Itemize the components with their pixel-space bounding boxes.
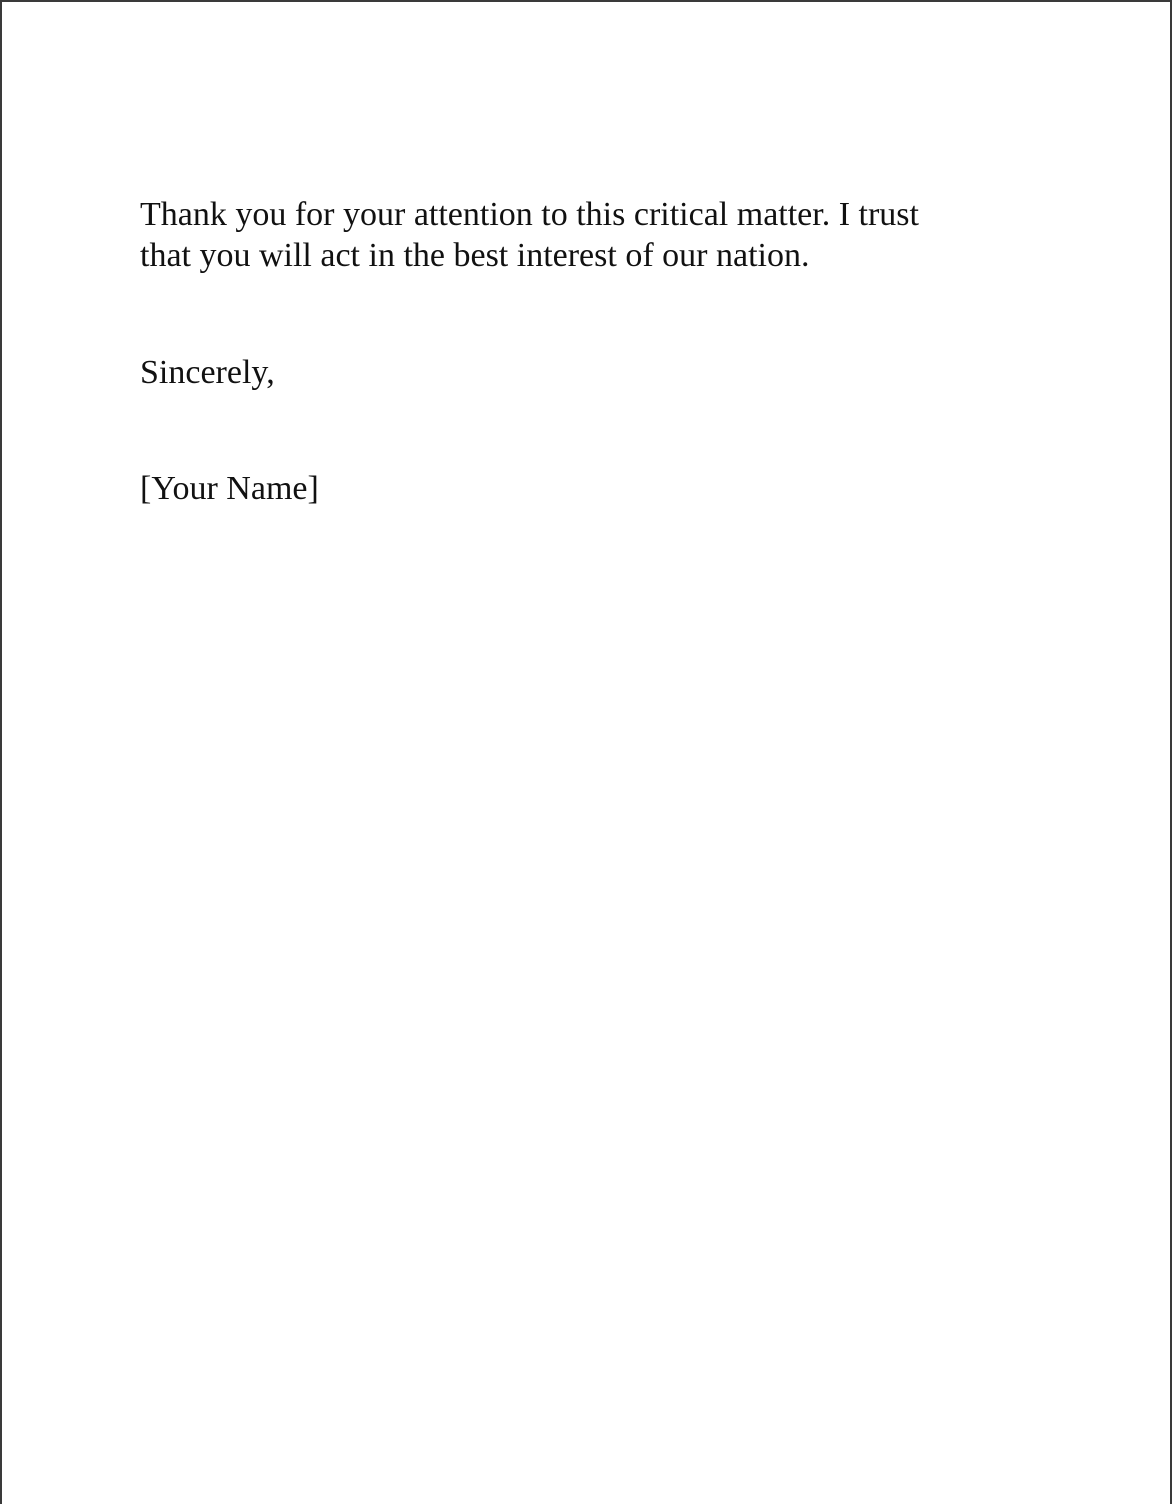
closing-paragraph-line-2: that you will act in the best interest of our nation.	[140, 237, 810, 274]
closing-paragraph-line-1: Thank you for your attention to this critical matter. I trust	[140, 196, 919, 233]
signature-placeholder: [Your Name]	[140, 470, 319, 507]
sign-off: Sincerely,	[140, 354, 275, 391]
closing-paragraph	[140, 194, 919, 276]
